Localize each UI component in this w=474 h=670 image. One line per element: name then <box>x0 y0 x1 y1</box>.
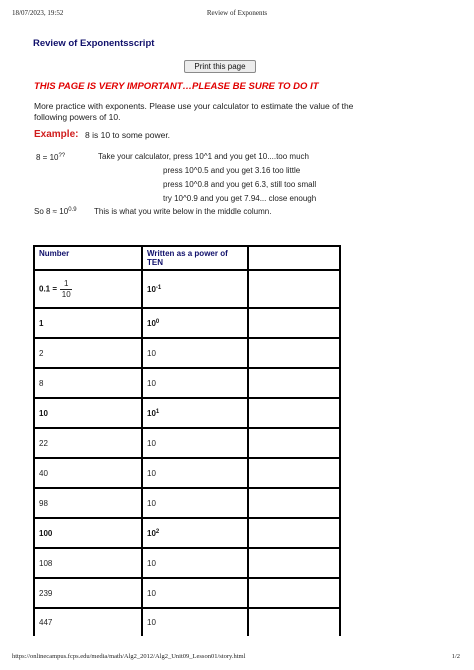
print-datetime: 18/07/2023, 19:52 <box>12 9 64 17</box>
fraction-numerator: 1 <box>60 279 72 290</box>
number-value: 10 <box>39 408 48 418</box>
example-result-text: This is what you write below in the middle column. <box>94 207 272 216</box>
number-cell <box>34 368 142 398</box>
blank-cell[interactable] <box>248 428 340 458</box>
table-row <box>34 578 340 608</box>
table-row <box>34 338 340 368</box>
example-equation: 8 = 10?? <box>36 153 66 162</box>
power-cell[interactable] <box>142 308 248 338</box>
number-value: 100 <box>39 528 53 538</box>
example-label: Example: <box>34 129 79 140</box>
exponents-table <box>33 245 341 636</box>
blank-cell[interactable] <box>248 398 340 428</box>
table-row <box>34 548 340 578</box>
page-title: Review of Exponentsscript <box>33 38 155 49</box>
power-base: 10 <box>147 348 156 358</box>
power-exponent: 2 <box>155 528 160 535</box>
header-power-of-ten: Written as a power of TEN <box>142 246 248 270</box>
power-exponent: -1 <box>155 284 162 291</box>
number-value: 0.1 = <box>39 284 58 294</box>
number-value: 108 <box>39 558 53 568</box>
power-base: 10 <box>147 318 156 328</box>
power-cell[interactable] <box>142 608 248 636</box>
blank-cell[interactable] <box>248 338 340 368</box>
number-value: 2 <box>39 348 44 358</box>
number-cell <box>34 308 142 338</box>
footer-page-number: 1/2 <box>451 653 460 660</box>
table-row <box>34 488 340 518</box>
power-base: 10 <box>147 498 156 508</box>
blank-cell[interactable] <box>248 518 340 548</box>
blank-cell[interactable] <box>248 608 340 636</box>
important-notice: THIS PAGE IS VERY IMPORTANT…PLEASE BE SURE TO DO IT <box>34 81 319 92</box>
blank-cell[interactable] <box>248 458 340 488</box>
number-cell <box>34 518 142 548</box>
blank-cell[interactable] <box>248 488 340 518</box>
power-base: 10 <box>147 528 156 538</box>
example-step-3: press 10^0.8 and you get 6.3, still too small <box>163 180 317 189</box>
intro-text: More practice with exponents. Please use your calculator to estimate the value of the following powers of 10. <box>34 101 354 122</box>
power-exponent: 1 <box>155 408 160 415</box>
blank-cell[interactable] <box>248 368 340 398</box>
number-cell <box>34 270 142 308</box>
number-value: 40 <box>39 468 48 478</box>
table-row <box>34 308 340 338</box>
power-cell[interactable] <box>142 270 248 308</box>
table-row <box>34 398 340 428</box>
power-cell[interactable] <box>142 518 248 548</box>
example-result: So $8 \approx 10^{0.9}$ <box>34 207 77 216</box>
table-row <box>34 458 340 488</box>
power-base: 10 <box>147 284 156 294</box>
example-step-4: try 10^0.9 and you get 7.94... close enough <box>163 194 317 203</box>
power-base: 10 <box>147 378 156 388</box>
power-cell[interactable] <box>142 368 248 398</box>
number-value: 1 <box>39 318 44 328</box>
header-number: Number <box>34 246 142 270</box>
number-value: 98 <box>39 498 48 508</box>
number-cell <box>34 428 142 458</box>
blank-cell[interactable] <box>248 270 340 308</box>
fraction-denominator: 10 <box>61 289 71 299</box>
number-cell <box>34 548 142 578</box>
number-value: 447 <box>39 618 53 627</box>
blank-cell[interactable] <box>248 578 340 608</box>
number-value: 8 <box>39 378 44 388</box>
power-cell[interactable] <box>142 578 248 608</box>
fraction <box>60 279 72 300</box>
number-cell <box>34 488 142 518</box>
table-row <box>34 608 340 636</box>
power-base: 10 <box>147 618 156 627</box>
number-cell <box>34 578 142 608</box>
power-base: 10 <box>147 408 156 418</box>
table-header-row <box>34 246 340 270</box>
example-step-2: press 10^0.5 and you get 3.16 too little <box>163 166 301 175</box>
number-cell <box>34 458 142 488</box>
number-value: 239 <box>39 588 53 598</box>
table-row <box>34 368 340 398</box>
power-cell[interactable] <box>142 458 248 488</box>
power-base: 10 <box>147 588 156 598</box>
power-base: 10 <box>147 468 156 478</box>
header-blank <box>248 246 340 270</box>
table-row <box>34 428 340 458</box>
table-row <box>34 270 340 308</box>
print-page-button[interactable]: Print this page <box>184 60 256 73</box>
example-text: 8 is 10 to some power. <box>85 130 171 140</box>
number-cell <box>34 608 142 636</box>
number-cell <box>34 338 142 368</box>
number-value: 22 <box>39 438 48 448</box>
print-doc-title: Review of Exponents <box>206 9 268 17</box>
power-cell[interactable] <box>142 488 248 518</box>
power-cell[interactable] <box>142 428 248 458</box>
footer-url: https://onlinecampus.fcps.edu/media/math/Alg2_2012/Alg2_Unit09_Lesson01/story.html <box>12 653 246 660</box>
power-cell[interactable] <box>142 398 248 428</box>
table-row <box>34 518 340 548</box>
example-step-1: Take your calculator, press 10^1 and you get 10....too much <box>98 152 309 161</box>
power-exponent: 0 <box>155 318 160 325</box>
power-cell[interactable] <box>142 548 248 578</box>
power-base: 10 <box>147 558 156 568</box>
number-cell <box>34 398 142 428</box>
power-base: 10 <box>147 438 156 448</box>
blank-cell[interactable] <box>248 548 340 578</box>
power-cell[interactable] <box>142 338 248 368</box>
blank-cell[interactable] <box>248 308 340 338</box>
